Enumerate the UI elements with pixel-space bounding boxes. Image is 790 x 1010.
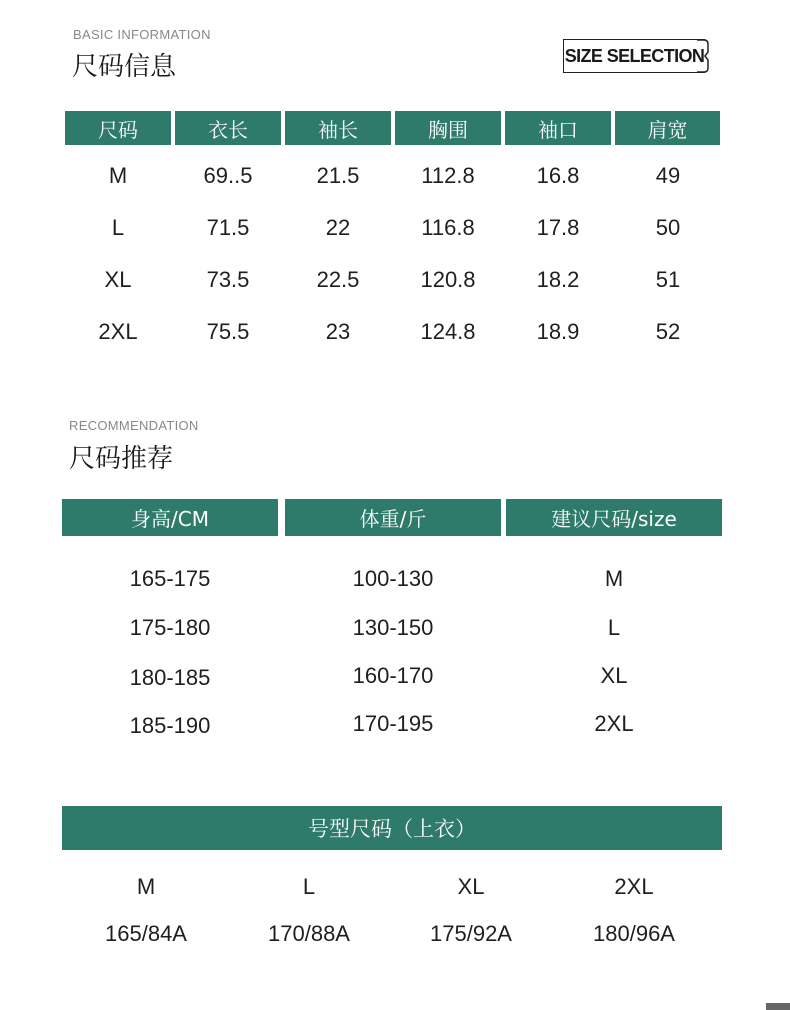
chest-cell: 124.8: [420, 319, 476, 344]
size-table-header-shoulder: 肩宽: [615, 111, 720, 145]
badge-bracket-icon: [696, 39, 710, 73]
cuff-cell: 18.2: [536, 267, 580, 292]
size-table-row: [0, 319, 790, 349]
length-cell: 71.5: [206, 215, 250, 240]
weight-cell: 100-130: [352, 566, 434, 591]
model-size-code: 170/88A: [268, 921, 350, 946]
recommend-header-height: 身高/CM: [62, 499, 278, 536]
size-table-header-length: 衣长: [175, 111, 281, 145]
shoulder-cell: 49: [655, 163, 681, 188]
model-size-code: 180/96A: [593, 921, 675, 946]
cuff-cell: 18.9: [536, 319, 580, 344]
model-size-header: 号型尺码（上衣）: [62, 806, 722, 850]
size-cell: L: [111, 215, 125, 240]
sleeve-cell: 22: [325, 215, 351, 240]
chest-cell: 116.8: [421, 215, 475, 240]
size-table-row: [0, 267, 790, 297]
weight-cell: 160-170: [352, 663, 434, 688]
size-table-header-sleeve: 袖长: [285, 111, 391, 145]
length-cell: 69..5: [203, 163, 253, 188]
recommend-row: [0, 663, 790, 693]
suggested-size-cell: M: [604, 566, 624, 591]
basic-info-title: 尺码信息: [72, 52, 177, 82]
weight-cell: 170-195: [352, 711, 434, 736]
size-table-row: [0, 215, 790, 245]
model-size-code: 165/84A: [105, 921, 187, 946]
size-cell: XL: [104, 267, 132, 292]
size-table-header-cuff: 袖口: [505, 111, 611, 145]
corner-divider: [766, 1003, 790, 1010]
basic-info-subtitle: BASIC INFORMATION: [73, 27, 211, 42]
recommend-row: [0, 615, 790, 645]
cuff-cell: 17.8: [536, 215, 580, 240]
model-size-label: M: [136, 874, 156, 899]
sleeve-cell: 22.5: [316, 267, 360, 292]
height-cell: 175-180: [129, 615, 211, 640]
recommend-header-size: 建议尺码/size: [506, 499, 722, 536]
recommend-row: [0, 566, 790, 596]
sleeve-cell: 21.5: [316, 163, 360, 188]
model-size-label: 2XL: [614, 874, 654, 899]
height-cell: 185-190: [129, 713, 211, 738]
recommendation-subtitle: RECOMMENDATION: [69, 418, 199, 433]
recommend-row: [0, 711, 790, 741]
chest-cell: 120.8: [420, 267, 476, 292]
size-table-row: [0, 163, 790, 193]
recommend-header-weight: 体重/斤: [285, 499, 501, 536]
model-size-label: L: [302, 874, 316, 899]
size-selection-badge: SIZE SELECTION: [563, 39, 705, 73]
suggested-size-cell: 2XL: [594, 711, 634, 736]
size-cell: M: [108, 163, 128, 188]
size-table-header-chest: 胸围: [395, 111, 501, 145]
height-cell: 180-185: [129, 665, 211, 690]
shoulder-cell: 50: [655, 215, 681, 240]
suggested-size-cell: L: [607, 615, 621, 640]
height-cell: 165-175: [129, 566, 211, 591]
weight-cell: 130-150: [352, 615, 434, 640]
size-cell: 2XL: [98, 319, 138, 344]
shoulder-cell: 52: [655, 319, 681, 344]
sleeve-cell: 23: [325, 319, 351, 344]
suggested-size-cell: XL: [600, 663, 628, 688]
model-size-code: 175/92A: [430, 921, 512, 946]
chest-cell: 112.8: [421, 163, 475, 188]
length-cell: 73.5: [206, 267, 250, 292]
recommendation-title: 尺码推荐: [69, 444, 174, 474]
shoulder-cell: 51: [655, 267, 681, 292]
size-table-header-size: 尺码: [65, 111, 171, 145]
model-size-label: XL: [457, 874, 485, 899]
length-cell: 75.5: [206, 319, 250, 344]
cuff-cell: 16.8: [536, 163, 580, 188]
